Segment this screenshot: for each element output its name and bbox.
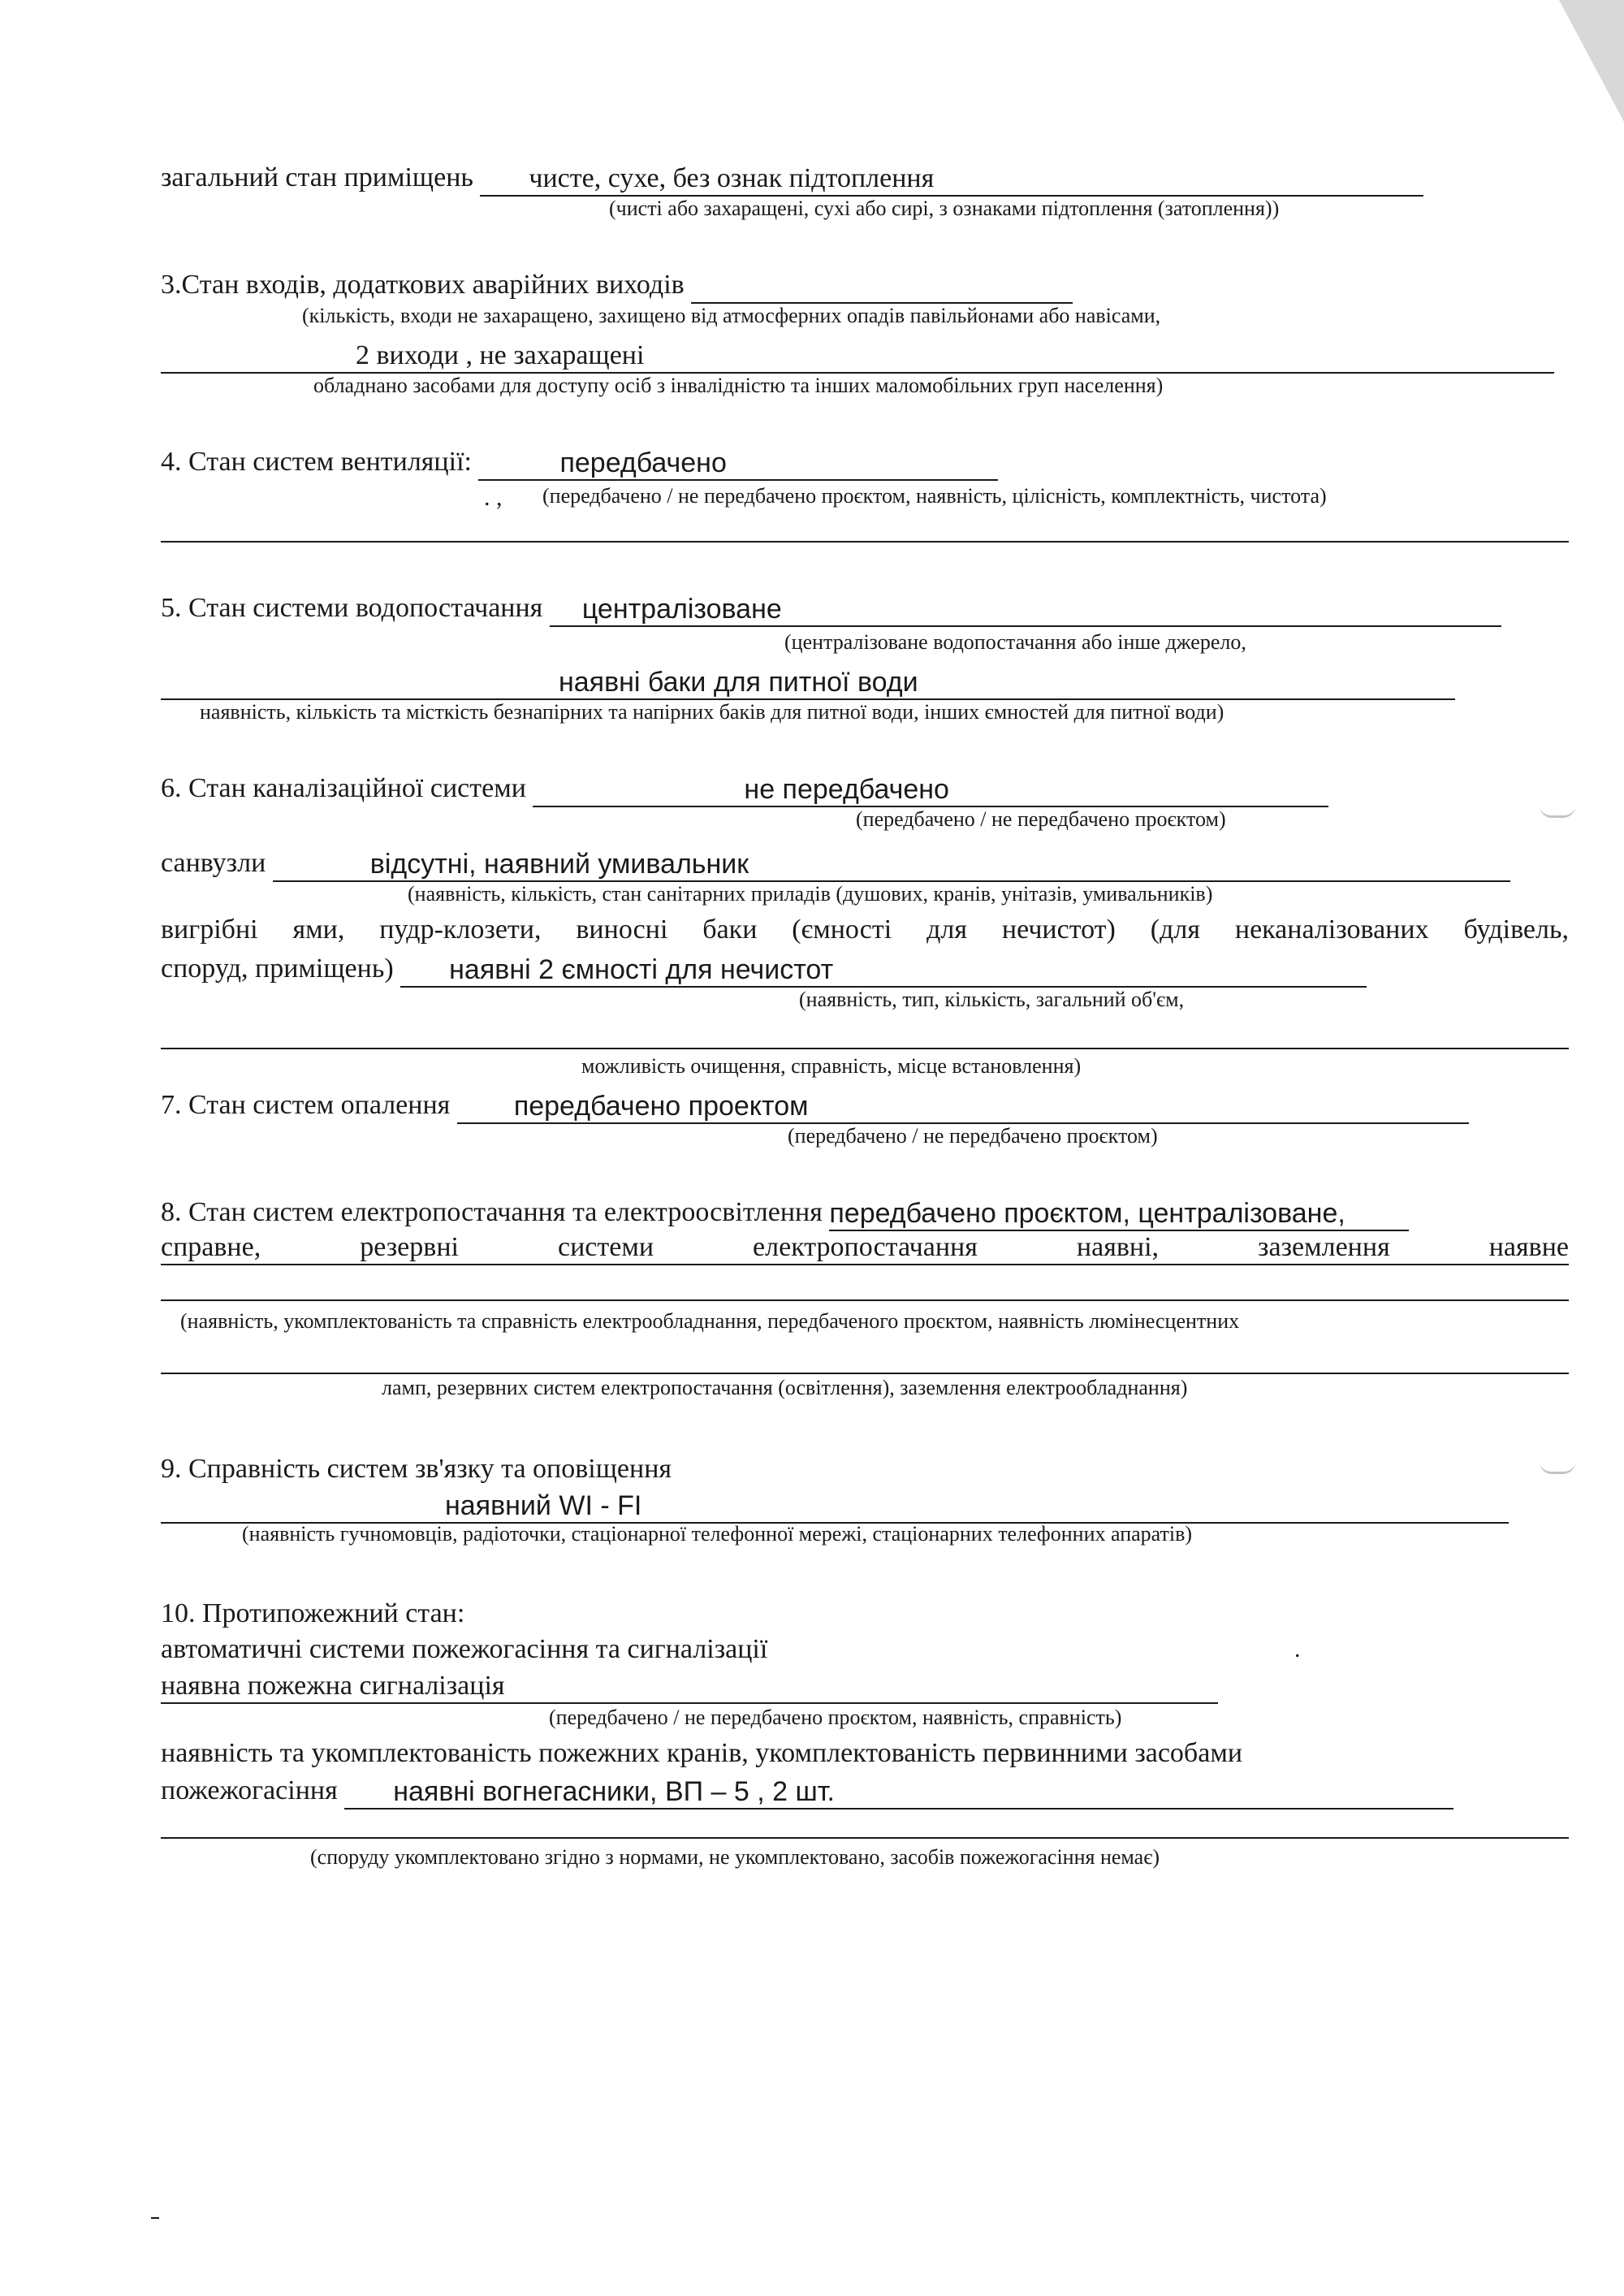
section-3-hint-2: обладнано засобами для доступу осіб з інвалідністю та інших маломобільних груп населення) [313,374,1164,397]
section-5-value-2-row [161,663,1569,700]
auto-systems-label: автоматичні системи пожежогасіння та сигналізації [161,1634,768,1664]
pits-line-1: вигрібні ями, пудр-клозети, виносні баки (ємності для нечистот) (для неканалізованих будівель, [161,915,1569,945]
pits-hint-2: можливість очищення, справність, місце встановлення) [581,1054,1082,1078]
section-3-title: 3.Стан входів, додаткових аварійних виходів [161,270,685,300]
wc-row [161,845,1569,882]
section-5-hint-2: наявність, кількість та місткість безнапірних та напірних баків для питної води, інших ємностей для питної води) [200,700,1224,724]
extinguishers-value: наявні вогнегасники, ВП – 5 , 2 шт. [344,1775,1453,1810]
section-8-row-1 [161,1194,1569,1231]
section-7-hint: (передбачено / не передбачено проєктом) [788,1124,1158,1148]
section-7-value: передбачено проектом [457,1090,1469,1124]
section-4-value: передбачено [478,447,998,481]
section-6-row [161,770,1569,807]
auto-systems-value: наявна пожежна сигналізація [161,1670,1218,1704]
wc-hint: (наявність, кількість, стан санітарних приладів (душових, кранів, унітазів, умивальників) [408,882,1213,906]
section-9-value-row [161,1486,1569,1524]
stray-mark: . , [484,484,503,511]
rooms-label: загальний стан приміщень [161,162,473,192]
section-5-title: 5. Стан системи водопостачання [161,593,543,623]
section-9-value: наявний WI - FI [161,1490,1509,1524]
section-6-title: 6. Стан каналізаційної системи [161,773,526,803]
section-9-title: 9. Справність систем зв'язку та оповіщення [161,1454,672,1484]
auto-systems-row [161,1667,1569,1704]
section-8-title: 8. Стан систем електропостачання та електроосвітлення [161,1197,823,1227]
section-6-value: не передбачено [533,773,1328,807]
section-7-row [161,1087,1569,1124]
wc-value: відсутні, наявний умивальник [273,848,1510,882]
section-8-hint-1: (наявність, укомплектованість та справність електрообладнання, передбаченого проєктом, наявність люмінесцентних [180,1309,1240,1333]
wc-label: санвузли [161,848,266,878]
hydrants-line: наявність та укомплектованість пожежних кранів, укомплектованість первинними засобами [161,1738,1243,1768]
section-4-row [161,443,1569,481]
section-3-hint-1: (кількість, входи не захаращено, захищено від атмосферних опадів павільйонами або навісами, [302,304,1161,327]
section-5-hint-1: (централізоване водопостачання або інше джерело, [784,630,1246,654]
section-4-title: 4. Стан систем вентиляції: [161,447,472,477]
pits-row [161,950,1569,988]
stray-dot: . [1294,1636,1301,1663]
section-8-hint-2: ламп, резервних систем електропостачання (освітлення), заземлення електрообладнання) [382,1376,1188,1399]
scan-corner-shadow [1559,0,1624,122]
section-8-value-2: справне, резервні системи електропостачання наявні, заземлення наявне [161,1231,1569,1265]
section-10-title: 10. Протипожежний стан: [161,1598,465,1628]
pits-blank-line [161,1048,1569,1049]
section-7-title: 7. Стан систем опалення [161,1090,451,1120]
extinguishers-hint: (споруду укомплектовано згідно з нормами, не укомплектовано, засобів пожежогасіння немає) [310,1845,1160,1869]
auto-systems-hint: (передбачено / не передбачено проєктом, наявність, справність) [549,1706,1122,1729]
section-6-hint: (передбачено / не передбачено проєктом) [856,807,1226,831]
section-4-blank-line [161,541,1569,543]
section-3-value: 2 виходи , не захаращені [161,339,1554,374]
section-5-row [161,590,1569,627]
rooms-value: чисте, сухе, без ознак підтоплення [480,162,1423,197]
extinguishers-label: пожежогасіння [161,1775,338,1805]
pits-label: споруд, приміщень) [161,953,394,984]
section-10-blank-line [161,1837,1569,1839]
rooms-hint: (чисті або захаращені, сухі або сирі, з ознаками підтоплення (затоплення)) [609,197,1280,220]
section-3-row [161,266,1569,304]
stray-dash [151,2217,159,2219]
section-9-hint: (наявність гучномовців, радіоточки, стаціонарної телефонної мережі, стаціонарних телефонних апаратів) [242,1522,1193,1546]
rooms-row [161,159,1569,197]
pits-hint-1: (наявність, тип, кількість, загальний об'єм, [799,988,1185,1011]
section-3-value-row [161,336,1569,374]
section-8-value-1: передбачено проєктом, централізоване, [829,1197,1409,1231]
section-5-value-2: наявні баки для питної води [161,666,1455,700]
pits-value: наявні 2 ємності для нечистот [400,953,1367,988]
extinguishers-row [161,1772,1569,1810]
section-4-hint: (передбачено / не передбачено проєктом, наявність, цілісність, комплектність, чистота) [542,484,1327,508]
section-8-blank-line-1 [161,1299,1569,1301]
section-5-value: централізоване [550,593,1501,627]
